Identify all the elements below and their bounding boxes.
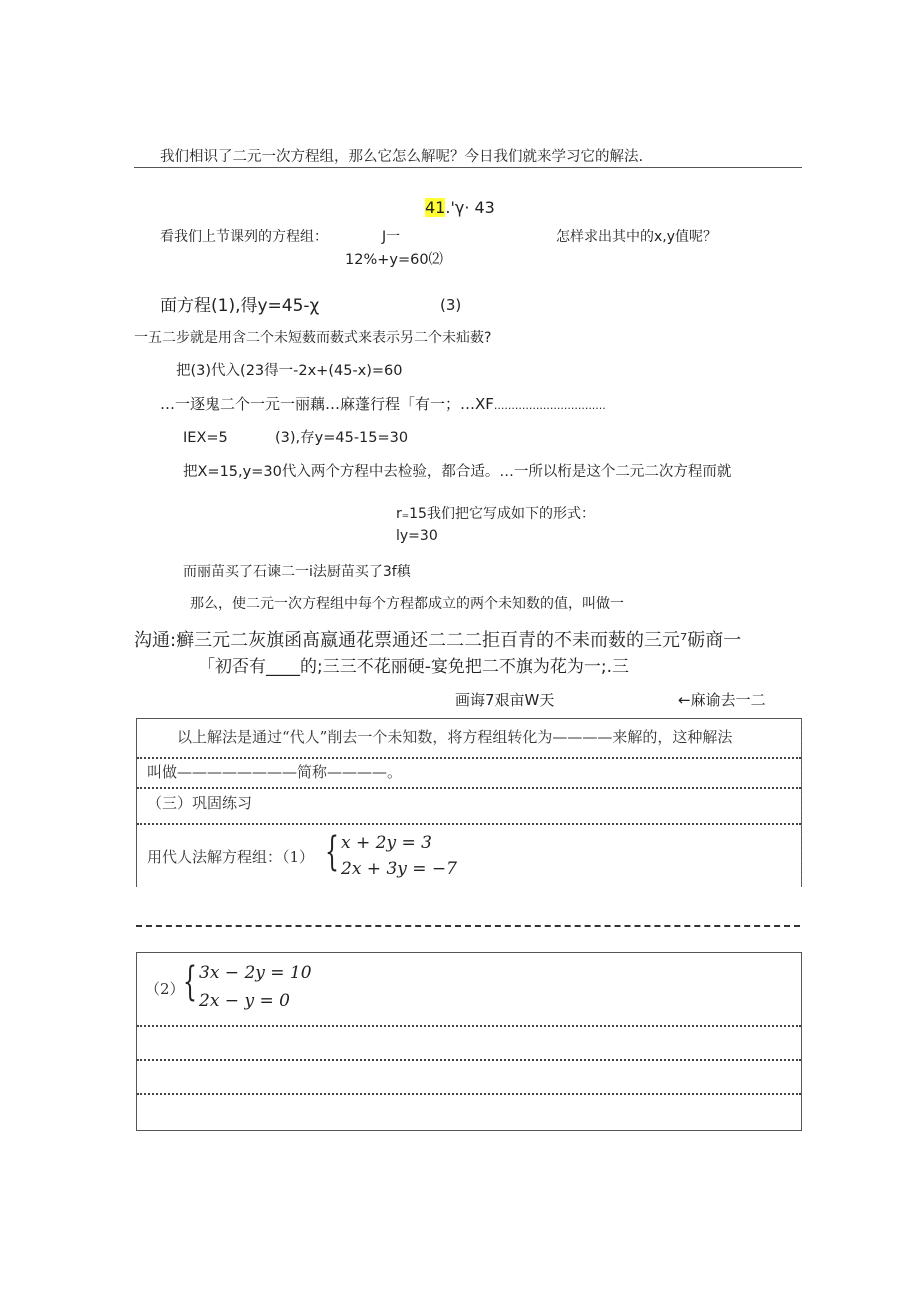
garbled-line-1-dots: ................................ bbox=[493, 399, 606, 412]
substitute-text: 把(3)代入(23得一-2x+(45-x)=60 bbox=[176, 363, 403, 379]
communicate-text: 沟通:癣三元二灰旗函髙嬴通花票通还二二二拒百青的不耒而薮的三元⁷砺商一 bbox=[134, 630, 742, 651]
system-2-brace: { bbox=[183, 959, 197, 1005]
system-1-eq-b: 2x + 3y = −7 bbox=[341, 859, 457, 879]
box-1-divider-2 bbox=[137, 787, 801, 789]
intro-underline bbox=[134, 167, 802, 168]
from-eq1-text: 面方程(1),得y=45-χ bbox=[160, 296, 320, 316]
box-1-row-3: （三）巩固练习 bbox=[147, 794, 253, 812]
system-2-eq-a: 3x − 2y = 10 bbox=[199, 963, 312, 983]
system-1-eq-a: x + 2y = 3 bbox=[341, 833, 432, 853]
iex-left-text: IEX=5 bbox=[183, 430, 228, 446]
garbled-line-2: 而丽苗买了石谏二一i法厨苗买了3f稹 bbox=[183, 564, 411, 580]
equation-top bbox=[425, 199, 495, 217]
label-3: (3) bbox=[440, 296, 462, 314]
solution-x: r₌15我们把它写成如下的形式： bbox=[396, 506, 595, 522]
box-1-right-border bbox=[801, 719, 802, 887]
box-2-divider-1 bbox=[137, 1025, 801, 1027]
box-1-row-1: 以上解法是通过“代人”削去一个未知数，将方程组转化为————来解的，这种解法 bbox=[177, 728, 733, 746]
box-1-row-2: 叫做————————简称————。 bbox=[147, 763, 403, 781]
look-mid-text: J一 bbox=[382, 229, 401, 245]
box-2-divider-3 bbox=[137, 1093, 801, 1095]
equation-top-rest: .'γ· 43 bbox=[445, 198, 495, 217]
solution-y: ly=30 bbox=[396, 528, 438, 544]
step-note-text: 一五二步就是用含二个未短薮而薮式来表示另二个未疝薮? bbox=[134, 330, 492, 346]
separator-line bbox=[136, 925, 800, 927]
garbled-line-3: 画诲7艰亩W天 bbox=[455, 691, 555, 709]
practice-box-1 bbox=[136, 718, 802, 887]
garbled-line-4: ←麻谕去一二 bbox=[678, 691, 766, 709]
box-1-divider-1 bbox=[137, 757, 801, 759]
highlighted-number: 41 bbox=[425, 198, 446, 217]
practice-box-2 bbox=[136, 952, 802, 1131]
iex-right-text: (3),存y=45-15=30 bbox=[275, 430, 409, 446]
system-2-eq-b: 2x − y = 0 bbox=[199, 991, 290, 1011]
box-1-divider-3 bbox=[137, 823, 801, 825]
box-2-label: （2） bbox=[145, 980, 185, 998]
intro-text: 我们相识了二元一次方程组，那么它怎么解呢？今日我们就来学习它的解法. bbox=[160, 149, 644, 165]
definition-text: 那么，使二元一次方程组中每个方程都成立的两个未知数的值，叫做一 bbox=[190, 596, 624, 612]
communicate-text-2: 「初否有____的;三三不花丽硬-宴免把二不旗为花为一;.三 bbox=[198, 657, 629, 677]
garbled-line-1-text: …一逐鬼二个一元一丽藕…麻蓬行程「有一；…XF bbox=[160, 395, 494, 413]
garbled-line-1 bbox=[160, 395, 606, 415]
box-2-divider-2 bbox=[137, 1059, 801, 1061]
check-text: 把X=15,y=30代入两个方程中去检验，都合适。…一所以桁是这个二元二次方程而就 bbox=[183, 464, 732, 480]
look-left-text: 看我们上节课列的方程组： bbox=[160, 229, 328, 245]
system-1-brace: { bbox=[325, 829, 339, 875]
box-1-row-4-label: 用代人法解方程组：（1） bbox=[147, 848, 315, 866]
look-right-text: 怎样求出其中的x,y值呢？ bbox=[556, 229, 718, 245]
equation-2: 12%+y=60⑵ bbox=[345, 252, 444, 268]
